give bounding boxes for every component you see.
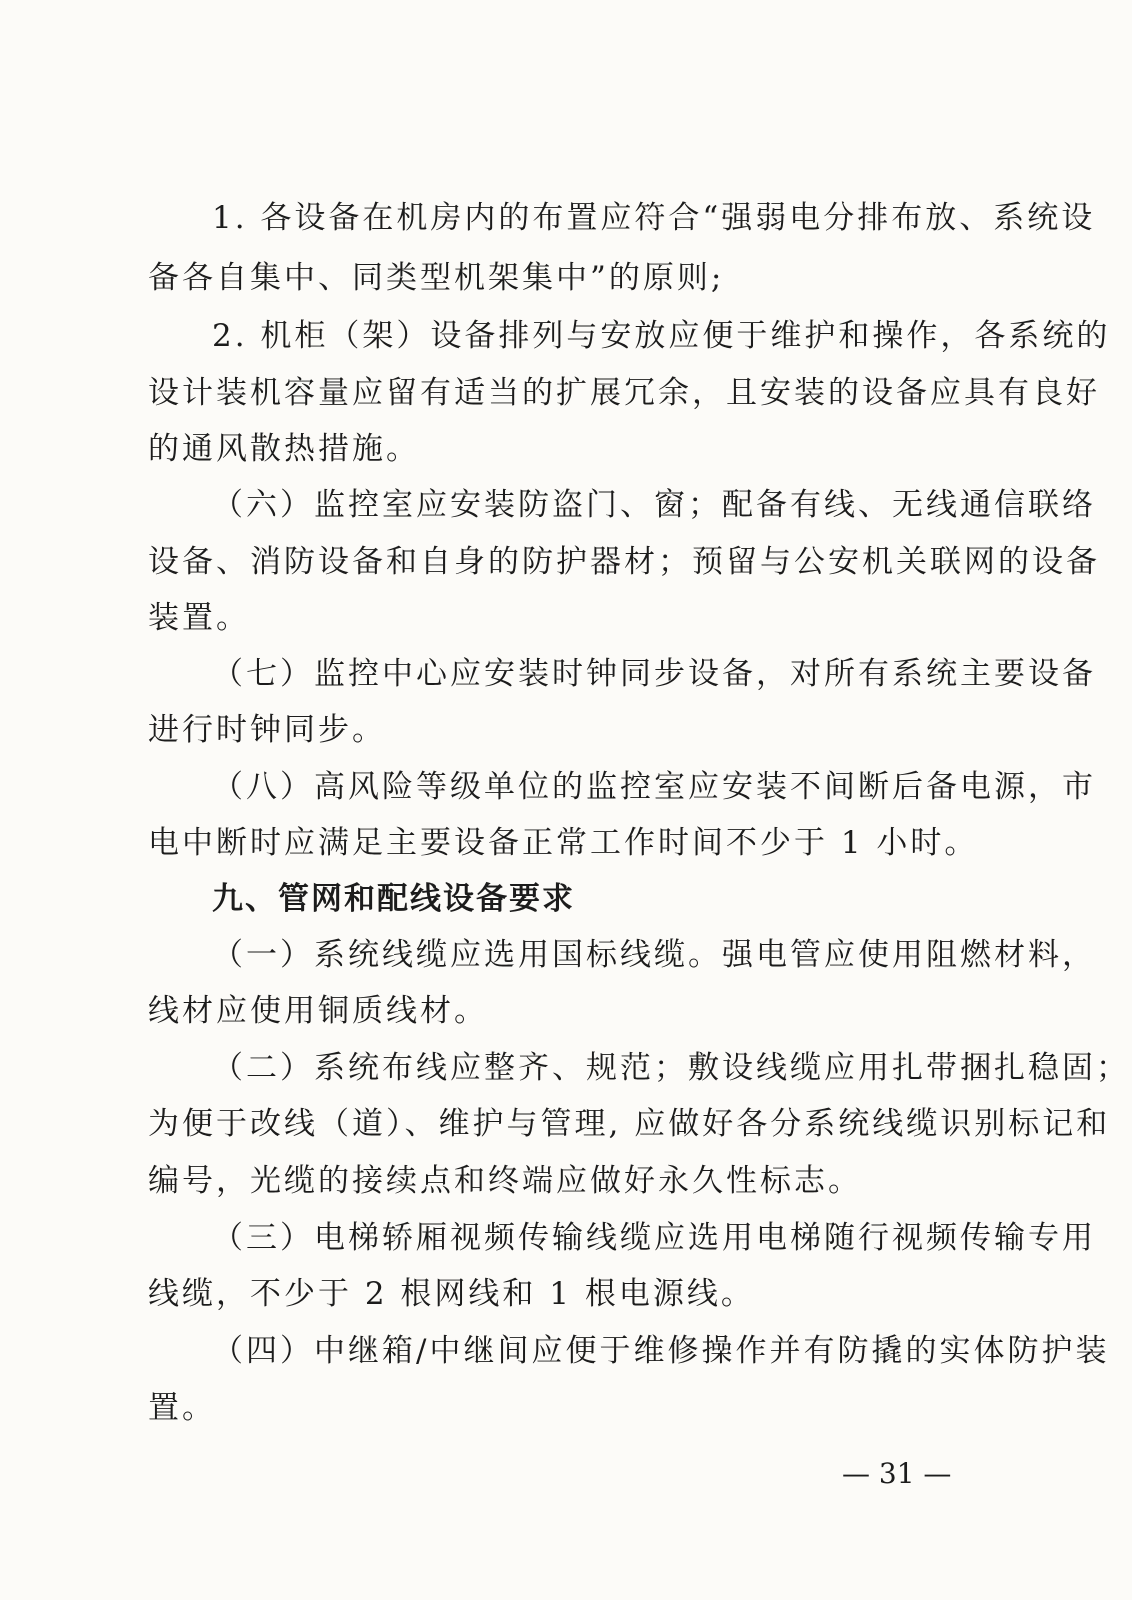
text-line: （三）电梯轿厢视频传输线缆应选用电梯随行视频传输专用: [212, 1220, 1096, 1256]
text-line: 置。: [148, 1390, 216, 1426]
section-heading: 九、管网和配线设备要求: [212, 881, 575, 917]
text-line: （六）监控室应安装防盗门、窗；配备有线、无线通信联络: [212, 487, 1096, 523]
text-line: （八）高风险等级单位的监控室应安装不间断后备电源，市: [212, 769, 1096, 805]
text-line: 设备、消防设备和自身的防护器材；预留与公安机关联网的设备: [148, 544, 1100, 580]
text-line: 1. 各设备在机房内的布置应符合“强弱电分排布放、系统设: [212, 200, 1096, 236]
text-line: （二）系统布线应整齐、规范；敷设线缆应用扎带捆扎稳固；: [212, 1050, 1130, 1086]
text-line: 设计装机容量应留有适当的扩展冗余，且安装的设备应具有良好: [148, 375, 1100, 411]
page-number: — 31 —: [842, 1457, 952, 1490]
text-line: 备各自集中、同类型机架集中”的原则;: [148, 260, 725, 296]
text-line: 编号，光缆的接续点和终端应做好永久性标志。: [148, 1163, 862, 1199]
text-line: 为便于改线（道）、维护与管理, 应做好各分系统线缆识别标记和: [148, 1106, 1111, 1142]
text-line: （七）监控中心应安装时钟同步设备，对所有系统主要设备: [212, 656, 1096, 692]
text-line: 装置。: [148, 600, 250, 636]
text-line: 进行时钟同步。: [148, 712, 386, 748]
text-line: 线材应使用铜质线材。: [148, 993, 488, 1029]
text-line: 2. 机柜（架）设备排列与安放应便于维护和操作，各系统的: [212, 318, 1111, 354]
text-line: 的通风散热措施。: [148, 431, 420, 467]
text-line: 电中断时应满足主要设备正常工作时间不少于 1 小时。: [148, 825, 979, 861]
text-line: （一）系统线缆应选用国标线缆。强电管应使用阻燃材料，: [212, 937, 1096, 973]
text-line: 线缆，不少于 2 根网线和 1 根电源线。: [148, 1276, 755, 1312]
text-line: （四）中继箱/中继间应便于维修操作并有防撬的实体防护装: [212, 1333, 1110, 1369]
